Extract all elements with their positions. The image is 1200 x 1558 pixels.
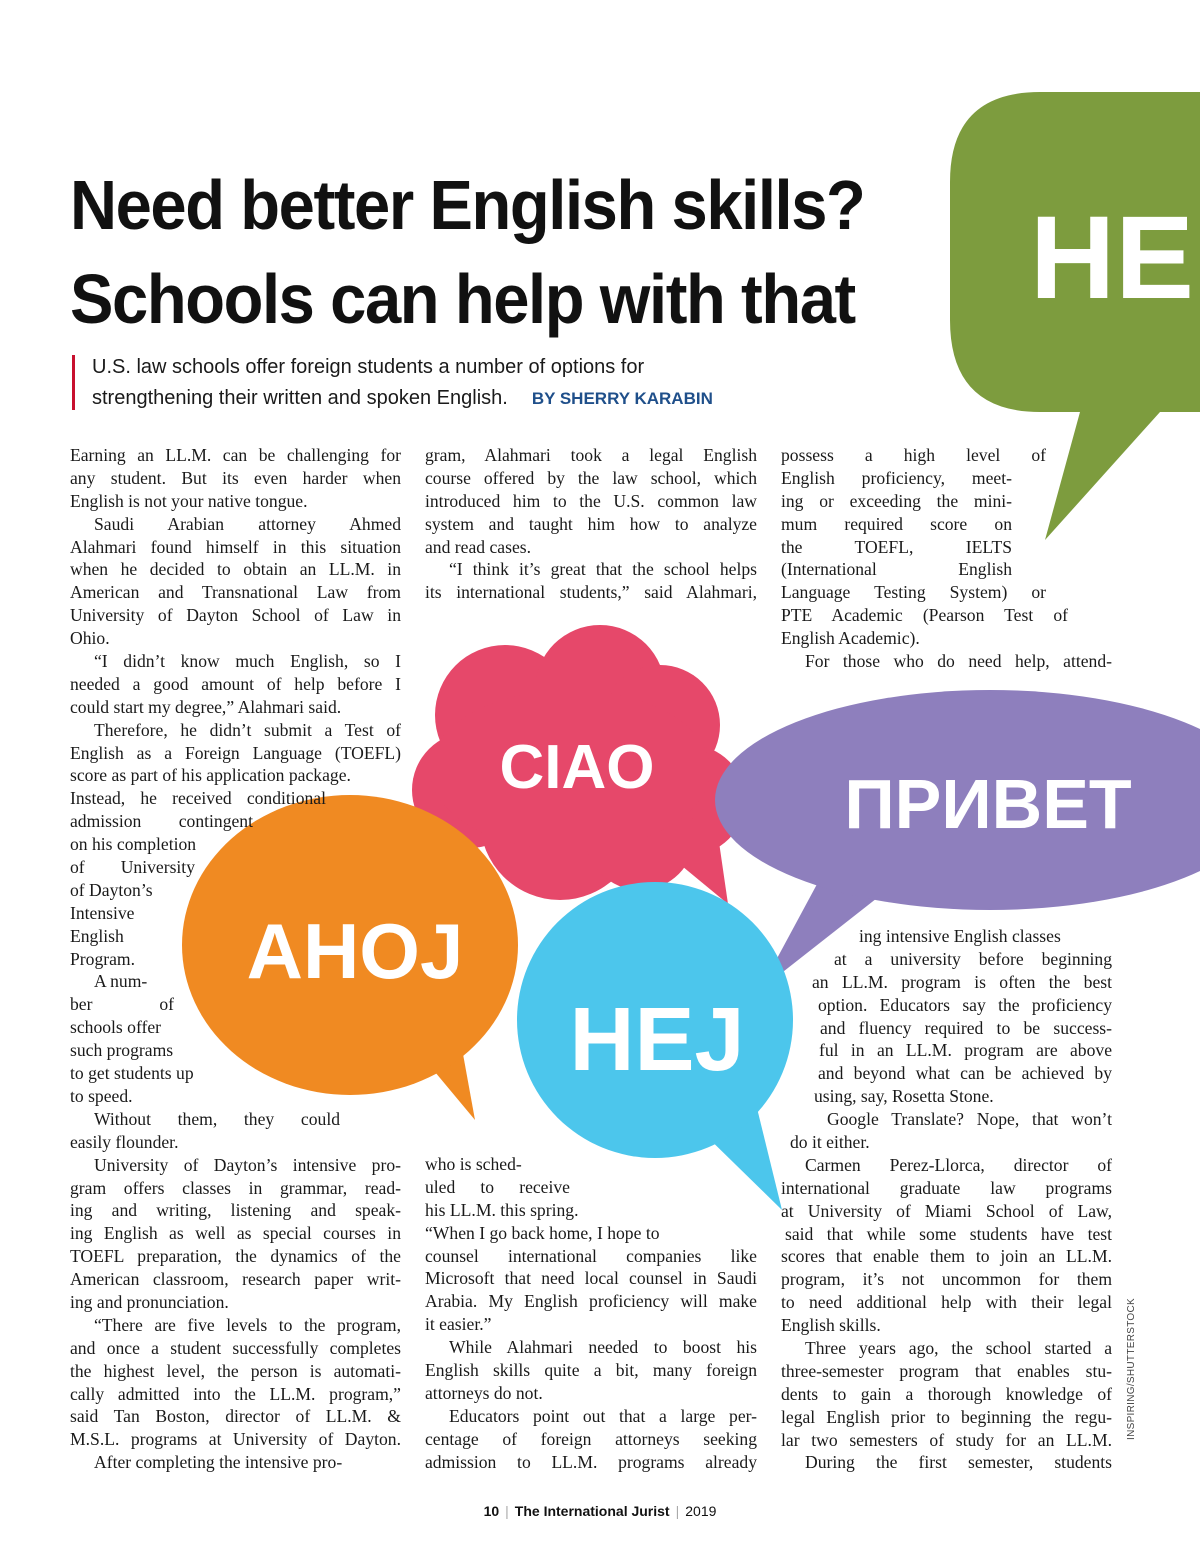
text-line: on his completion bbox=[70, 834, 197, 855]
text-line: could start my degree,” Alahmari said. bbox=[70, 696, 342, 717]
text-line: score as part of his application package. bbox=[70, 765, 351, 786]
text-line: ing and pronunciation. bbox=[70, 1291, 229, 1312]
text-line: A num- bbox=[94, 971, 148, 992]
text-line: it easier.” bbox=[425, 1314, 492, 1335]
text-line: schools offer bbox=[70, 1017, 162, 1038]
text-line: dents to gain a thorough knowledge of bbox=[781, 1383, 1112, 1404]
text-line: and beyond what can be achieved by bbox=[818, 1063, 1112, 1084]
text-line: mum required score on bbox=[781, 513, 1012, 534]
text-line: ing and writing, listening and speak- bbox=[70, 1200, 401, 1221]
publication-name: The International Jurist bbox=[514, 1503, 670, 1519]
text-line: introduced him to the U.S. common law bbox=[425, 490, 757, 511]
text-line: (International English bbox=[781, 559, 1012, 580]
text-line: PTE Academic (Pearson Test of bbox=[781, 605, 1068, 626]
text-line: such programs bbox=[70, 1040, 174, 1061]
text-line: system and taught him how to analyze bbox=[425, 513, 757, 534]
text-line: Program. bbox=[70, 948, 135, 969]
text-line: easily flounder. bbox=[70, 1131, 179, 1152]
text-line: Carmen Perez-Llorca, director of bbox=[805, 1154, 1112, 1175]
text-line: centage of foreign attorneys seeking bbox=[425, 1428, 757, 1449]
text-line: English as a Foreign Language (TOEFL) bbox=[70, 742, 401, 763]
article-column-1 bbox=[70, 444, 401, 1474]
text-line: to speed. bbox=[70, 1085, 133, 1106]
text-line: and read cases. bbox=[425, 536, 531, 557]
bubble-text-ahoj: AHOJ bbox=[246, 907, 464, 995]
text-line: Google Translate? Nope, that won’t bbox=[827, 1109, 1112, 1130]
footer-separator: | bbox=[675, 1503, 680, 1519]
text-line: After completing the intensive pro- bbox=[94, 1452, 343, 1473]
text-line: Without them, they could bbox=[94, 1108, 340, 1129]
text-line: course offered by the law school, which bbox=[425, 467, 757, 488]
text-line: to get students up bbox=[70, 1063, 194, 1084]
article-column-3-bottom bbox=[781, 925, 1112, 1474]
text-line: Alahmari found himself in this situation bbox=[70, 536, 401, 557]
text-line: During the first semester, students bbox=[805, 1452, 1112, 1473]
text-line: Saudi Arabian attorney Ahmed bbox=[94, 513, 401, 534]
headline-line-1: Need better English skills? bbox=[70, 166, 865, 244]
page-footer bbox=[0, 1503, 1200, 1519]
bubble-text-ciao: CIAO bbox=[499, 733, 655, 802]
text-line: “When I go back home, I hope to bbox=[425, 1222, 660, 1243]
text-line: three-semester program that enables stu- bbox=[781, 1360, 1112, 1381]
text-line: do it either. bbox=[790, 1132, 870, 1153]
text-line: “There are five levels to the program, bbox=[94, 1314, 401, 1335]
text-line: at University of Miami School of Law, bbox=[781, 1200, 1112, 1221]
text-line: ing English as well as special courses in bbox=[70, 1223, 401, 1244]
byline: BY SHERRY KARABIN bbox=[531, 389, 713, 408]
issue-year: 2019 bbox=[685, 1503, 717, 1519]
bubble-text-he: HE bbox=[1030, 192, 1194, 324]
headline bbox=[70, 158, 888, 346]
text-line: scores that enable them to join an LL.M. bbox=[781, 1246, 1112, 1267]
headline-line-2: Schools can help with that bbox=[70, 260, 855, 338]
deck-line-1: U.S. law schools offer foreign students a number of options for bbox=[92, 356, 645, 378]
text-line: when he decided to obtain an LL.M. in bbox=[70, 559, 401, 580]
text-line: gram offers classes in grammar, read- bbox=[70, 1177, 401, 1198]
text-line: “I didn’t know much English, so I bbox=[94, 651, 401, 672]
text-line: Ohio. bbox=[70, 628, 110, 649]
text-line: “I think it’s great that the school helps bbox=[449, 559, 757, 580]
article-column-2-bottom bbox=[425, 1153, 757, 1473]
text-line: and once a student successfully completes bbox=[70, 1337, 401, 1358]
text-line: University of Dayton School of Law in bbox=[70, 605, 401, 626]
text-line: ing intensive English classes bbox=[859, 926, 1061, 946]
footer-separator: | bbox=[505, 1503, 509, 1519]
deck-line-2: strengthening their written and spoken English. BY SHERRY KARABIN bbox=[92, 387, 713, 409]
article-column-3-top bbox=[781, 444, 1112, 673]
text-line: said that while some students have test bbox=[785, 1223, 1112, 1244]
text-line: ing or exceeding the mini- bbox=[781, 490, 1012, 511]
text-line: legal English prior to beginning the regu- bbox=[781, 1406, 1112, 1427]
text-line: American and Transnational Law from bbox=[70, 582, 401, 603]
text-line: at a university before beginning bbox=[834, 948, 1112, 969]
text-line: admission to LL.M. programs already bbox=[425, 1451, 757, 1472]
text-line: Microsoft that need local counsel in Saudi bbox=[425, 1268, 757, 1289]
text-line: counsel international companies like bbox=[425, 1245, 757, 1266]
text-line: English proficiency, meet- bbox=[781, 467, 1012, 488]
text-line: TOEFL preparation, the dynamics of the bbox=[70, 1246, 401, 1267]
text-line: its international students,” said Alahmari, bbox=[425, 582, 757, 603]
text-line: M.S.L. programs at University of Dayton. bbox=[70, 1429, 401, 1450]
text-line: English is not your native tongue. bbox=[70, 490, 308, 511]
text-line: University of Dayton’s intensive pro- bbox=[94, 1154, 401, 1175]
text-line: international graduate law programs bbox=[781, 1177, 1112, 1198]
text-line: English skills. bbox=[781, 1315, 881, 1336]
text-line: an LL.M. program is often the best bbox=[812, 971, 1112, 992]
text-line: and fluency required to be success- bbox=[820, 1017, 1112, 1038]
text-line: the TOEFL, IELTS bbox=[781, 536, 1012, 557]
text-line: option. Educators say the proficiency bbox=[818, 994, 1112, 1015]
page-number: 10 bbox=[483, 1503, 500, 1519]
deck bbox=[92, 352, 772, 414]
text-line: Three years ago, the school started a bbox=[805, 1338, 1112, 1359]
bubble-text-privet: ПРИВЕТ bbox=[844, 765, 1132, 843]
text-line: his LL.M. this spring. bbox=[425, 1199, 579, 1220]
deck-accent-bar bbox=[72, 355, 75, 410]
text-line: Educators point out that a large per- bbox=[449, 1405, 757, 1426]
text-line: ful in an LL.M. program are above bbox=[819, 1040, 1112, 1061]
text-line: Intensive bbox=[70, 902, 135, 923]
text-line: attorneys do not. bbox=[425, 1382, 543, 1403]
text-line: of Dayton’s bbox=[70, 879, 153, 900]
text-line: program, it’s not uncommon for them bbox=[781, 1269, 1112, 1290]
text-line: who is sched- bbox=[425, 1154, 522, 1174]
text-line: English skills quite a bit, many foreign bbox=[425, 1360, 757, 1381]
text-line: uled to receive bbox=[425, 1176, 570, 1197]
text-line: Earning an LL.M. can be challenging for bbox=[70, 445, 401, 465]
text-line: lar two semesters of study for an LL.M. bbox=[781, 1429, 1112, 1450]
text-line: Therefore, he didn’t submit a Test of bbox=[94, 719, 401, 740]
text-line: Instead, he received conditional bbox=[70, 788, 326, 809]
text-line: For those who do need help, attend- bbox=[805, 651, 1112, 672]
text-line: needed a good amount of help before I bbox=[70, 673, 401, 694]
article-column-2-top bbox=[425, 444, 757, 604]
text-line: Language Testing System) or bbox=[781, 582, 1046, 603]
text-line: admission contingent bbox=[70, 811, 253, 832]
text-line: cally admitted into the LL.M. program,” bbox=[70, 1383, 401, 1404]
bubble-text-hej: HEJ bbox=[569, 990, 745, 1090]
text-line: Arabia. My English proficiency will make bbox=[425, 1291, 757, 1312]
photo-credit: INSPIRING/SHUTTERSTOCK bbox=[1126, 1298, 1137, 1440]
text-line: to need additional help with their legal bbox=[781, 1292, 1112, 1313]
text-line: the highest level, the person is automati- bbox=[70, 1360, 401, 1381]
text-line: While Alahmari needed to boost his bbox=[449, 1337, 757, 1358]
text-line: said Tan Boston, director of LL.M. & bbox=[70, 1406, 401, 1427]
text-line: gram, Alahmari took a legal English bbox=[425, 445, 757, 465]
text-line: any student. But its even harder when bbox=[70, 467, 401, 488]
text-line: American classroom, research paper writ- bbox=[70, 1269, 401, 1290]
text-line: English bbox=[70, 925, 124, 946]
text-line: ber of bbox=[70, 994, 174, 1015]
text-line: of University bbox=[70, 857, 195, 878]
text-line: using, say, Rosetta Stone. bbox=[814, 1086, 994, 1107]
text-line: possess a high level of bbox=[781, 445, 1046, 465]
text-line: English Academic). bbox=[781, 628, 920, 649]
